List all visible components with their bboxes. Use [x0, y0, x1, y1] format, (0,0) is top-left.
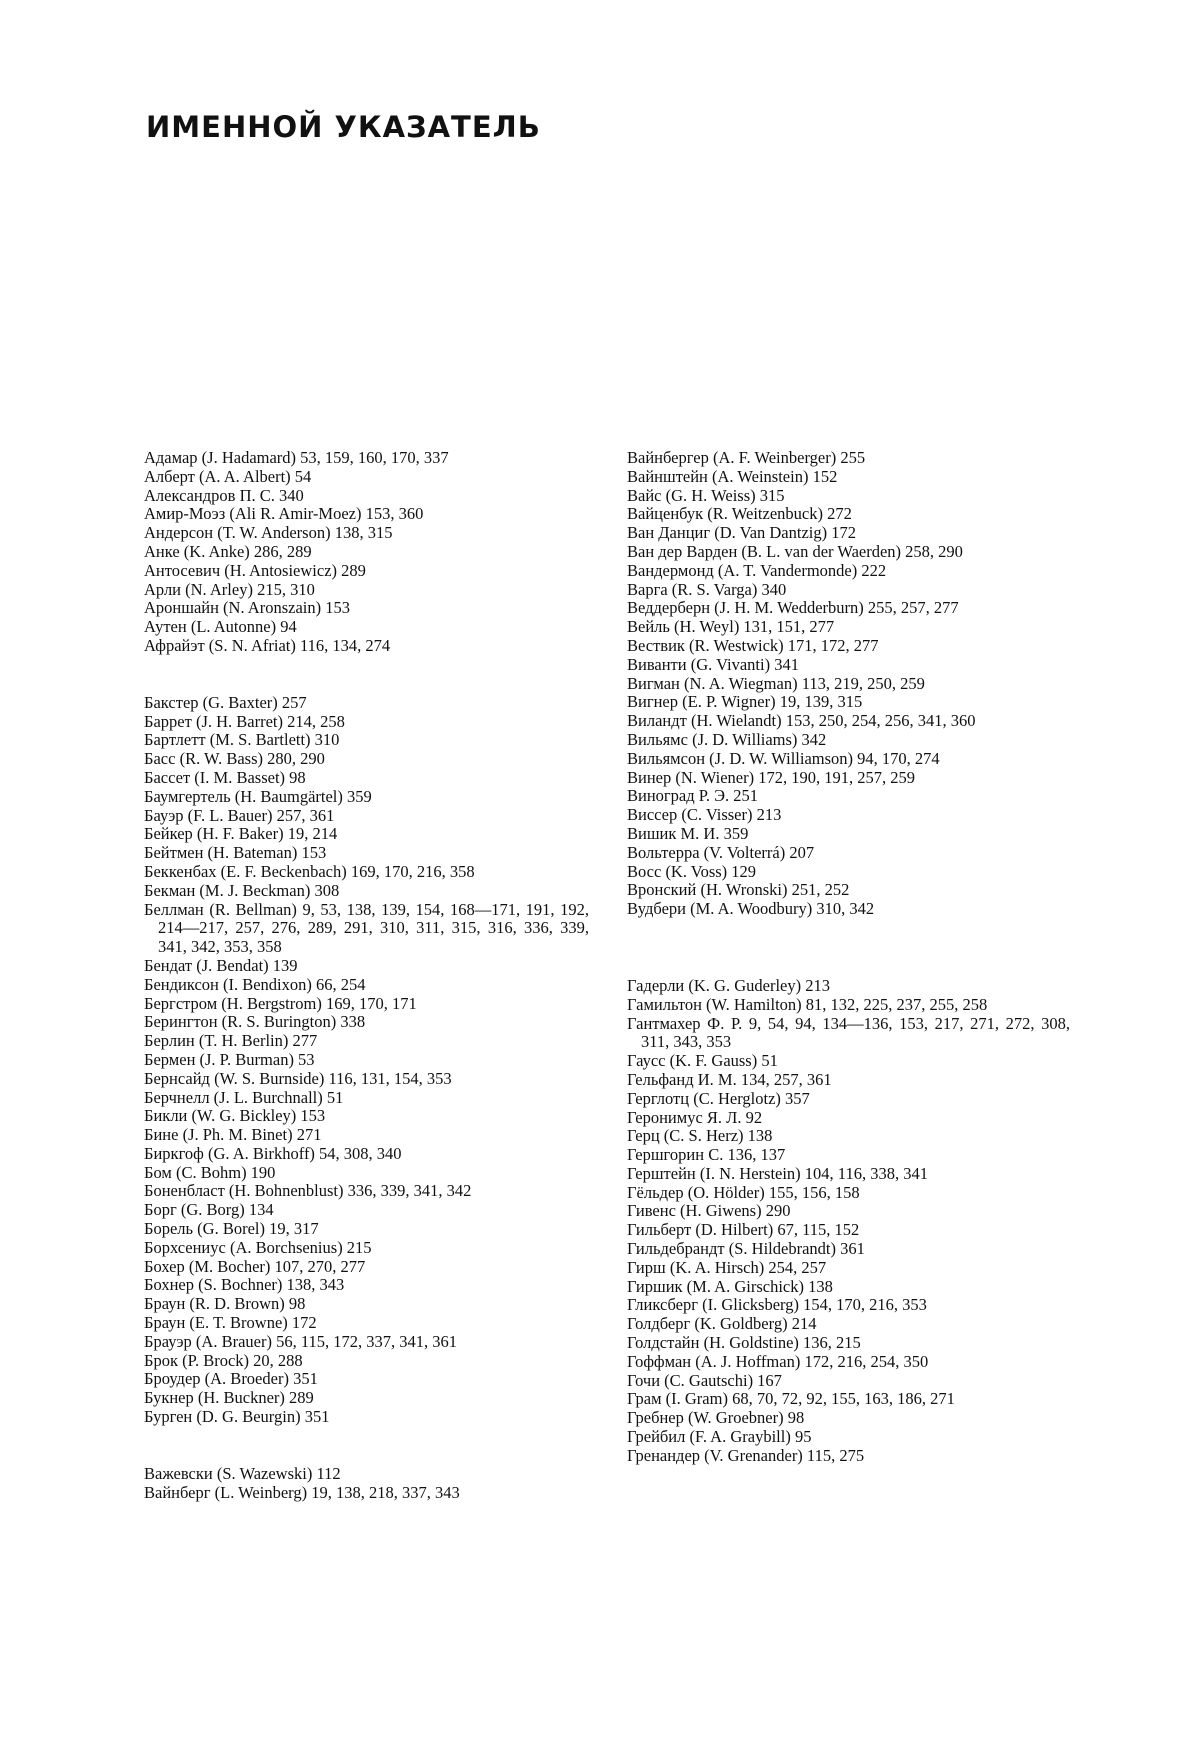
index-entry: Вайценбук (R. Weitzenbuck) 272 — [627, 504, 852, 524]
index-entry: Беккенбах (E. F. Beckenbach) 169, 170, 216, 358 — [144, 861, 475, 881]
index-entry: Вигнер (E. P. Wigner) 19, 139, 315 — [627, 692, 863, 712]
index-entry: Бине (J. Ph. M. Binet) 271 — [144, 1125, 322, 1145]
index-entry: Баррет (J. H. Barret) 214, 258 — [144, 711, 345, 731]
index-entry: Гадерли (K. G. Guderley) 213 — [627, 975, 830, 995]
index-entry: Бохер (M. Bocher) 107, 270, 277 — [144, 1256, 366, 1276]
index-entry: Бауэр (F. L. Bauer) 257, 361 — [144, 805, 335, 825]
index-column-left — [144, 449, 589, 1502]
index-entry: Герц (C. S. Herz) 138 — [627, 1126, 773, 1146]
index-entry: Вудбери (M. A. Woodbury) 310, 342 — [627, 899, 875, 919]
index-entry: Гирш (K. A. Hirsch) 254, 257 — [627, 1257, 827, 1277]
index-entry: Гёльдер (O. Hölder) 155, 156, 158 — [627, 1182, 860, 1202]
index-column-right — [627, 449, 1070, 1466]
index-entry: Вайнбергер (A. F. Weinberger) 255 — [627, 448, 866, 467]
index-entry: Вайнштейн (A. Weinstein) 152 — [627, 466, 838, 486]
index-entry: Боненбласт (H. Bohnenblust) 336, 339, 341, 342 — [144, 1181, 472, 1201]
index-entry: Голдстайн (H. Goldstine) 136, 215 — [627, 1333, 861, 1353]
index-entry: Грейбил (F. A. Graybill) 95 — [627, 1427, 812, 1447]
index-entry: Вайнберг (L. Weinberg) 19, 138, 218, 337, 343 — [144, 1482, 460, 1502]
page-title: ИМЕННОЙ УКАЗАТЕЛЬ — [146, 110, 541, 144]
index-entry: Вигман (N. A. Wiegman) 113, 219, 250, 259 — [627, 673, 925, 693]
index-group-b — [144, 694, 589, 1427]
index-entry: Борхсениус (A. Borchsenius) 215 — [144, 1237, 372, 1257]
index-entry: Вествик (R. Westwick) 171, 172, 277 — [627, 635, 879, 655]
index-entry: Бернсайд (W. S. Burnside) 116, 131, 154, 353 — [144, 1068, 452, 1088]
index-entry: Грам (I. Gram) 68, 70, 72, 92, 155, 163, 186, 271 — [627, 1389, 955, 1409]
index-entry: Гренандер (V. Grenander) 115, 275 — [627, 1445, 865, 1465]
index-entry: Бейтмен (H. Bateman) 153 — [144, 843, 327, 863]
index-entry: Анке (K. Anke) 286, 289 — [144, 541, 312, 561]
index-entry: Аутен (L. Autonne) 94 — [144, 617, 297, 637]
index-entry: Басс (R. W. Bass) 280, 290 — [144, 749, 325, 769]
index-entry: Бакстер (G. Baxter) 257 — [144, 692, 307, 712]
index-entry: Бикли (W. G. Bickley) 153 — [144, 1106, 326, 1126]
index-entry: Варга (R. S. Varga) 340 — [627, 579, 787, 599]
index-entry: Гантмахер Ф. Р. 9, 54, 94, 134—136, 153, 217, 271, 272, 308, 311, 343, 353 — [627, 1013, 1070, 1052]
group-spacer — [144, 656, 589, 694]
index-entry: Брауэр (A. Brauer) 56, 115, 172, 337, 341, 361 — [144, 1331, 457, 1351]
index-entry: Гильдебрандт (S. Hildebrandt) 361 — [627, 1239, 865, 1259]
index-entry: Браун (R. D. Brown) 98 — [144, 1294, 306, 1314]
index-entry: Букнер (H. Buckner) 289 — [144, 1388, 314, 1408]
index-entry: Гамильтон (W. Hamilton) 81, 132, 225, 237, 255, 258 — [627, 994, 988, 1014]
index-entry: Антосевич (H. Antosiewicz) 289 — [144, 560, 366, 580]
index-entry: Амир-Моэз (Ali R. Amir-Moez) 153, 360 — [144, 504, 424, 524]
index-entry: Берингтон (R. S. Burington) 338 — [144, 1012, 366, 1032]
index-entry: Вольтерра (V. Volterrá) 207 — [627, 842, 815, 862]
index-entry: Гильберт (D. Hilbert) 67, 115, 152 — [627, 1220, 860, 1240]
index-entry: Вейль (H. Weyl) 131, 151, 277 — [627, 617, 835, 637]
index-entry: Бом (C. Bohm) 190 — [144, 1162, 276, 1182]
index-entry: Гиршик (M. A. Girschick) 138 — [627, 1276, 833, 1296]
group-spacer — [144, 1427, 589, 1465]
index-entry: Бассет (I. M. Basset) 98 — [144, 767, 306, 787]
index-entry: Восс (K. Voss) 129 — [627, 861, 757, 881]
index-entry: Афрайэт (S. N. Afriat) 116, 134, 274 — [144, 635, 391, 655]
index-entry: Бейкер (H. F. Baker) 19, 214 — [144, 824, 338, 844]
index-entry: Бермен (J. P. Burman) 53 — [144, 1049, 315, 1069]
index-entry: Борель (G. Borel) 19, 317 — [144, 1219, 319, 1239]
index-entry: Алберт (A. A. Albert) 54 — [144, 466, 312, 486]
index-entry: Бендиксон (I. Bendixon) 66, 254 — [144, 974, 366, 994]
index-entry: Браун (E. T. Browne) 172 — [144, 1313, 317, 1333]
index-entry: Александров П. С. 340 — [144, 485, 304, 505]
index-entry: Арли (N. Arley) 215, 310 — [144, 579, 315, 599]
index-entry: Виландт (H. Wielandt) 153, 250, 254, 256, 341, 360 — [627, 711, 976, 731]
index-entry: Беллман (R. Bellman) 9, 53, 138, 139, 154, 168—171, 191, 192, 214—217, 257, 276, 289, 291, 310, 311, 315, 316, 336, 339, 341, 342, 353, 358 — [144, 899, 589, 957]
index-entry: Гликсберг (I. Glicksberg) 154, 170, 216, 353 — [627, 1295, 927, 1315]
index-entry: Гаусс (K. F. Gauss) 51 — [627, 1051, 778, 1071]
index-entry: Виссер (C. Visser) 213 — [627, 805, 782, 825]
index-entry: Гершгорин С. 136, 137 — [627, 1145, 786, 1165]
index-entry: Брок (P. Brock) 20, 288 — [144, 1350, 303, 1370]
index-entry: Виванти (G. Vivanti) 341 — [627, 654, 799, 674]
index-entry: Вронский (H. Wronski) 251, 252 — [627, 880, 850, 900]
index-group-a — [627, 449, 1070, 919]
index-entry: Бохнер (S. Bochner) 138, 343 — [144, 1275, 345, 1295]
index-entry: Гельфанд И. М. 134, 257, 361 — [627, 1069, 832, 1089]
index-entry: Бартлетт (M. S. Bartlett) 310 — [144, 730, 340, 750]
index-entry: Гоффман (A. J. Hoffman) 172, 216, 254, 350 — [627, 1351, 929, 1371]
index-entry: Вандермонд (A. T. Vandermonde) 222 — [627, 560, 887, 580]
index-entry: Гочи (C. Gautschi) 167 — [627, 1370, 782, 1390]
index-entry: Вайс (G. H. Weiss) 315 — [627, 485, 785, 505]
index-entry: Винер (N. Wiener) 172, 190, 191, 257, 259 — [627, 767, 915, 787]
index-entry: Важевски (S. Wazewski) 112 — [144, 1463, 341, 1483]
index-entry: Герглотц (C. Herglotz) 357 — [627, 1088, 810, 1108]
index-entry: Андерсон (T. W. Anderson) 138, 315 — [144, 523, 393, 543]
index-entry: Веддерберн (J. H. M. Wedderburn) 255, 257, 277 — [627, 598, 959, 618]
index-entry: Биркгоф (G. A. Birkhoff) 54, 308, 340 — [144, 1143, 402, 1163]
index-entry: Берлин (T. H. Berlin) 277 — [144, 1031, 318, 1051]
index-entry: Вильямс (J. D. Williams) 342 — [627, 729, 827, 749]
index-entry: Бурген (D. G. Beurgin) 351 — [144, 1407, 330, 1427]
index-entry: Баумгертель (H. Baumgärtel) 359 — [144, 786, 372, 806]
index-entry: Борг (G. Borg) 134 — [144, 1200, 274, 1220]
index-entry: Бендат (J. Bendat) 139 — [144, 955, 298, 975]
index-group-a — [144, 449, 589, 656]
index-entry: Геронимус Я. Л. 92 — [627, 1107, 763, 1127]
index-entry: Гребнер (W. Groebner) 98 — [627, 1408, 805, 1428]
index-entry: Гивенс (H. Giwens) 290 — [627, 1201, 791, 1221]
index-entry: Адамар (J. Hadamard) 53, 159, 160, 170, 337 — [144, 448, 449, 467]
index-entry: Герштейн (I. N. Herstein) 104, 116, 338, 341 — [627, 1163, 928, 1183]
index-entry: Бекман (M. J. Beckman) 308 — [144, 880, 340, 900]
index-entry: Бергстром (H. Bergstrom) 169, 170, 171 — [144, 993, 417, 1013]
index-entry: Ван дер Варден (B. L. van der Waerden) 258, 290 — [627, 541, 963, 561]
index-entry: Ван Данциг (D. Van Dantzig) 172 — [627, 523, 856, 543]
index-entry: Вильямсон (J. D. W. Williamson) 94, 170, 274 — [627, 748, 940, 768]
index-entry: Виноград Р. Э. 251 — [627, 786, 759, 806]
index-group-c — [144, 1465, 589, 1503]
index-entry: Берчнелл (J. L. Burchnall) 51 — [144, 1087, 344, 1107]
group-spacer — [627, 919, 1070, 977]
index-entry: Вишик М. И. 359 — [627, 823, 749, 843]
index-entry: Голдберг (K. Goldberg) 214 — [627, 1314, 817, 1334]
index-entry: Ароншайн (N. Aronszain) 153 — [144, 598, 350, 618]
index-group-b — [627, 977, 1070, 1466]
index-entry: Броудер (A. Broeder) 351 — [144, 1369, 318, 1389]
